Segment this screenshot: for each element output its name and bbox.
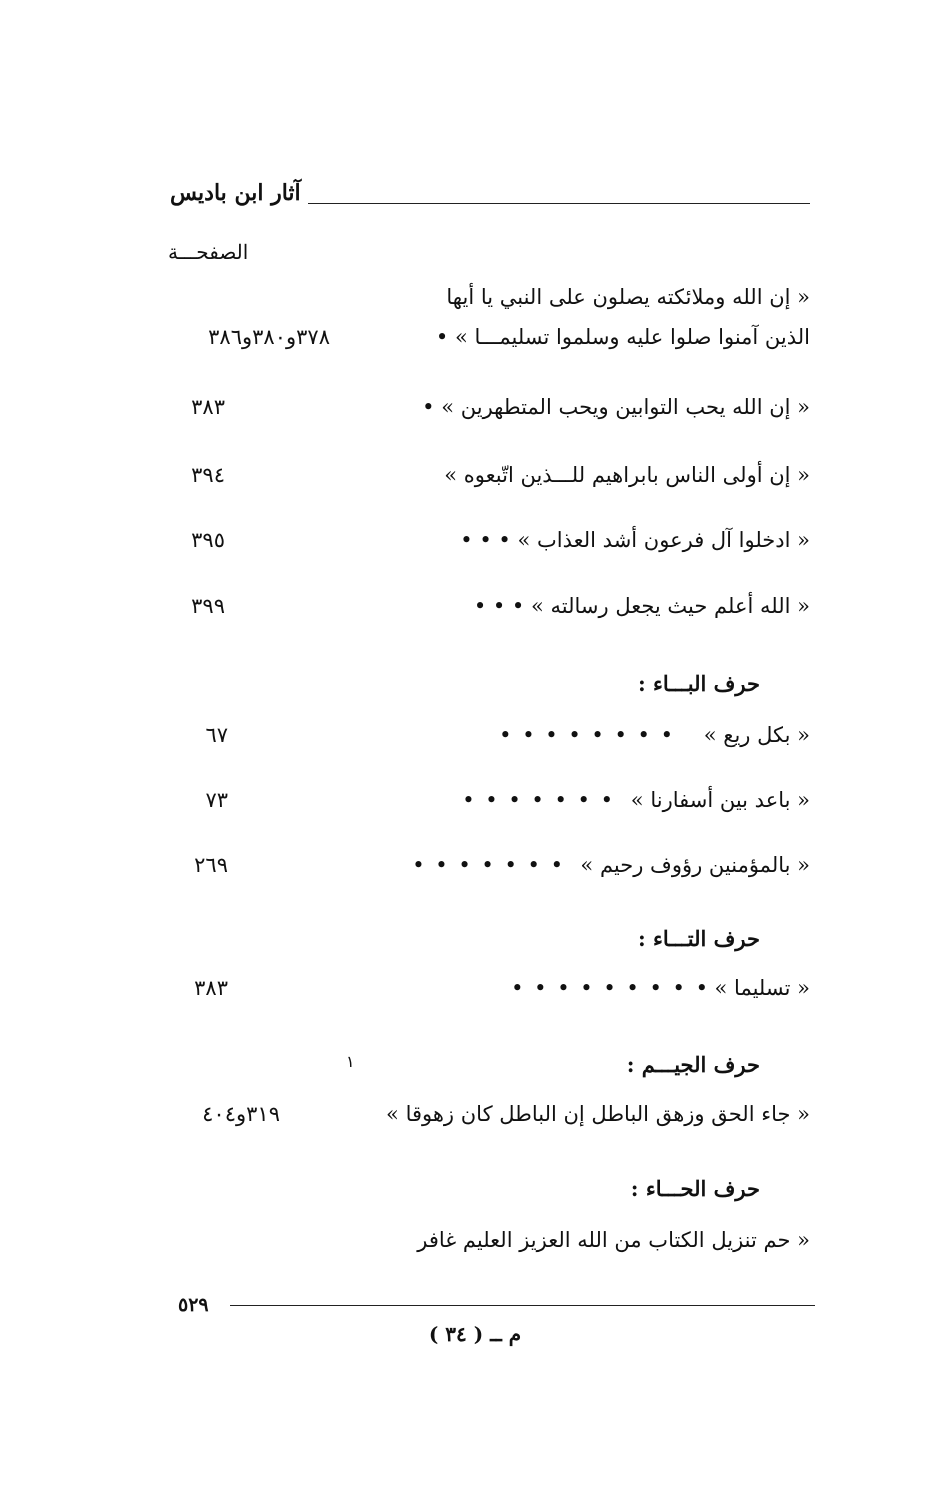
entry-text-line1: « إن الله وملائكته يصلون على النبي يا أيها — [446, 285, 810, 309]
entry-text: « باعد بين أسفارنا » — [630, 788, 810, 812]
entry-page-ref: ٣١٩و٤٠٤ — [202, 1102, 280, 1126]
section-heading-jim: حرف الجيـــم : — [626, 1052, 760, 1077]
leader-dots: • • • • • • • — [462, 788, 615, 812]
entry-page-ref: ٣٩٤ — [191, 463, 225, 487]
entry-text: « بالمؤمنين رؤوف رحيم » — [580, 853, 810, 877]
leader-dots: • • • • • • • • — [499, 723, 675, 747]
entry-text: « تسليما » — [714, 976, 810, 1000]
section-heading-ha: حرف الحـــاء : — [630, 1176, 760, 1201]
leader-dots: • • • • • • • — [412, 853, 565, 877]
index-entry — [170, 723, 810, 763]
entry-text: « إن أولى الناس بابراهيم للـــذين اتّبعوه » — [444, 463, 810, 487]
running-header — [170, 180, 810, 214]
section-heading-ta: حرف التـــاء : — [637, 926, 760, 951]
page-number: ٥٢٩ — [178, 1294, 209, 1316]
entry-page-ref: ٦٧ — [205, 723, 228, 747]
index-entry — [170, 463, 810, 503]
index-entry — [170, 853, 810, 893]
entry-page-ref: ٣٩٩ — [191, 594, 225, 618]
entry-text: « جاء الحق وزهق الباطل إن الباطل كان زهوقا » — [386, 1102, 810, 1126]
index-entry — [170, 594, 810, 634]
entry-text-line2: الذين آمنوا صلوا عليه وسلموا تسليمـــا » • — [435, 325, 810, 349]
index-entry — [170, 976, 810, 1016]
index-entry — [170, 1102, 810, 1142]
page-footer — [170, 1294, 815, 1324]
entry-page-ref: ٧٣ — [205, 788, 228, 812]
section-heading-ba: حرف البـــاء : — [637, 671, 760, 696]
header-rule — [308, 203, 810, 204]
entry-page-ref: ٣٩٥ — [191, 528, 225, 552]
entry-page-ref: ٣٨٣ — [194, 976, 228, 1000]
index-entry — [170, 395, 810, 435]
footer-rule — [230, 1305, 815, 1306]
index-entry — [170, 1228, 810, 1268]
entry-page-ref: ٢٦٩ — [194, 853, 228, 877]
footnote-mark: ١ — [346, 1052, 355, 1071]
printer-signature: م ــ ( ٣٤ ) — [428, 1322, 522, 1346]
entry-text: « إن الله يحب التوابين ويحب المتطهرين » • — [422, 395, 810, 419]
entry-text: « حم تنزيل الكتاب من الله العزيز العليم غافر — [417, 1228, 810, 1252]
leader-dots: • • • • • • • • • — [511, 976, 710, 1000]
entry-page-ref: ٣٧٨و٣٨٠و٣٨٦ — [208, 325, 330, 349]
entry-text: « بكل ريع » — [703, 723, 810, 747]
index-entry — [170, 528, 810, 568]
entry-text: « ادخلوا آل فرعون أشد العذاب » • • • — [460, 528, 810, 552]
index-entry — [170, 285, 810, 325]
index-entry — [170, 788, 810, 828]
index-entry-continued — [170, 325, 810, 365]
entry-text: « الله أعلم حيث يجعل رسالته » • • • — [473, 594, 810, 618]
entry-page-ref: ٣٨٣ — [191, 395, 225, 419]
page-column-label: الصفحـــة — [168, 240, 249, 264]
running-header-title: آثار ابن باديس — [170, 180, 301, 206]
